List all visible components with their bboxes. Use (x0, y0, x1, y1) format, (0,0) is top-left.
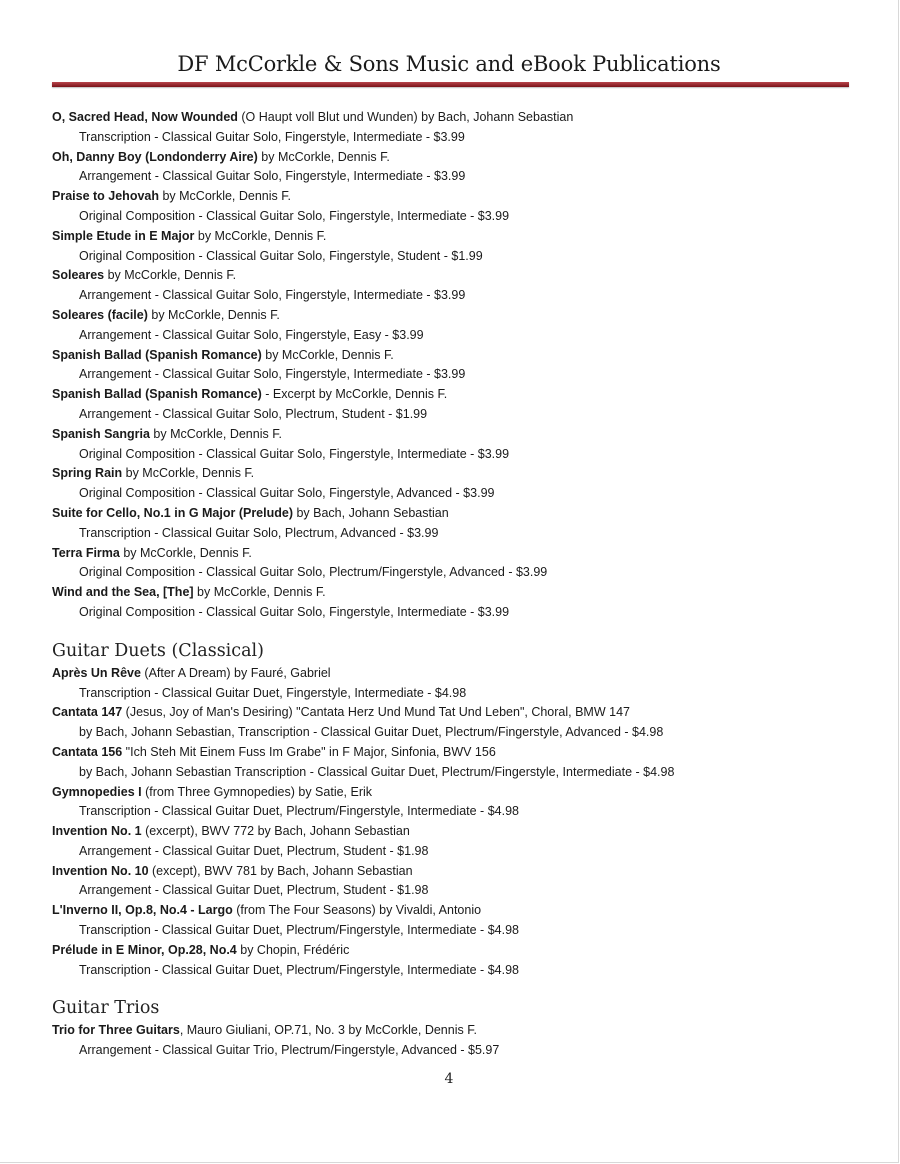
section-heading: Guitar Trios (52, 998, 160, 1019)
entry-title: Soleares (facile) (52, 307, 148, 322)
entry-title: Praise to Jehovah (52, 189, 159, 204)
entry-detail: Transcription - Classical Guitar Duet, Plectrum/Fingerstyle, Intermediate - $4.98 (79, 962, 519, 977)
catalog-section (52, 996, 852, 1061)
entry-credit: (Jesus, Joy of Man's Desiring) "Cantata Herz Und Mund Tat Und Leben", Choral, BMW 147 (122, 705, 630, 720)
catalog-entry (52, 227, 852, 267)
entry-title: Prélude in E Minor, Op.28, No.4 (52, 942, 237, 957)
entry-credit: by McCorkle, Dennis F. (104, 268, 237, 283)
entry-title: Suite for Cello, No.1 in G Major (Prelude) (52, 505, 293, 520)
entry-title: Trio for Three Guitars (52, 1023, 180, 1038)
entry-credit: by McCorkle, Dennis F. (257, 149, 390, 164)
entry-title-line (52, 425, 852, 445)
catalog-entry (52, 148, 852, 188)
page-number: 4 (444, 1071, 454, 1087)
entry-title-line (52, 544, 852, 564)
entry-credit: by McCorkle, Dennis F. (159, 189, 291, 204)
entry-credit: by Bach, Johann Sebastian (293, 505, 449, 520)
catalog-listing (52, 108, 852, 1061)
entry-detail: Original Composition - Classical Guitar Solo, Fingerstyle, Intermediate - $3.99 (79, 208, 510, 223)
entry-detail: Transcription - Classical Guitar Solo, Plectrum, Advanced - $3.99 (79, 525, 439, 540)
catalog-entry (52, 664, 852, 704)
catalog-entry (52, 941, 852, 981)
entry-credit: by McCorkle, Dennis F. (149, 426, 282, 441)
catalog-entry (52, 822, 852, 862)
entry-detail: Arrangement - Classical Guitar Solo, Fingerstyle, Intermediate - $3.99 (79, 288, 466, 303)
catalog-entry (52, 464, 852, 504)
entry-title-line (52, 227, 852, 247)
entry-title-line (52, 148, 852, 168)
entry-title: Soleares (52, 268, 105, 283)
entry-credit: by McCorkle, Dennis F. (122, 466, 255, 481)
entry-title-line (52, 941, 852, 961)
entry-title: Simple Etude in E Major (52, 228, 195, 243)
entry-credit: (O Haupt voll Blut und Wunden) by Bach, Johann Sebastian (237, 110, 574, 124)
entry-title-line (52, 346, 852, 366)
entry-title: L'Inverno II, Op.8, No.4 - Largo (52, 903, 233, 918)
entry-title-line (52, 108, 852, 128)
entry-title-line (52, 385, 852, 405)
entry-title: Après Un Rêve (52, 665, 141, 680)
catalog-entry (52, 306, 852, 346)
entry-detail: by Bach, Johann Sebastian, Transcription - Classical Guitar Duet, Plectrum/Fingerstyle, Advanced - $4.98 (79, 725, 664, 740)
entry-detail: Original Composition - Classical Guitar Solo, Plectrum/Fingerstyle, Advanced - $3.99 (79, 565, 548, 580)
entry-detail: Arrangement - Classical Guitar Duet, Plectrum, Student - $1.98 (79, 843, 429, 858)
entry-title: Oh, Danny Boy (Londonderry Aire) (52, 149, 258, 164)
catalog-entry (52, 385, 852, 425)
entry-title: Wind and the Sea, [The] (52, 585, 194, 600)
entry-credit: by McCorkle, Dennis F. (193, 585, 326, 600)
entry-detail: Arrangement - Classical Guitar Trio, Plectrum/Fingerstyle, Advanced - $5.97 (79, 1043, 500, 1058)
entry-detail: Arrangement - Classical Guitar Solo, Fingerstyle, Easy - $3.99 (79, 327, 424, 342)
catalog-section (52, 639, 852, 981)
catalog-entry (52, 504, 852, 544)
entry-detail: Arrangement - Classical Guitar Solo, Fingerstyle, Intermediate - $3.99 (79, 367, 466, 382)
catalog-entry (52, 346, 852, 386)
entry-title: Spanish Ballad (Spanish Romance) (52, 347, 262, 362)
entry-detail: Transcription - Classical Guitar Solo, Fingerstyle, Intermediate - $3.99 (79, 129, 465, 144)
entry-title-line (52, 1021, 852, 1041)
entry-title-line (52, 464, 852, 484)
entry-credit: by McCorkle, Dennis F. (194, 228, 327, 243)
catalog-entry (52, 862, 852, 902)
entry-title-line (52, 187, 852, 207)
entry-detail: Transcription - Classical Guitar Duet, Fingerstyle, Intermediate - $4.98 (79, 685, 467, 700)
entry-title-line (52, 664, 852, 684)
entry-credit: (from The Four Seasons) by Vivaldi, Antonio (232, 903, 482, 918)
entry-title: Invention No. 1 (52, 824, 142, 839)
catalog-entry (52, 266, 852, 306)
entry-title-line (52, 901, 852, 921)
catalog-entry (52, 583, 852, 623)
entry-title-line (52, 822, 852, 842)
catalog-entry (52, 1021, 852, 1061)
entry-title: Spring Rain (52, 466, 123, 481)
header-divider (52, 82, 849, 87)
entry-title-line (52, 703, 852, 723)
entry-title: Terra Firma (52, 545, 120, 560)
entry-detail: Arrangement - Classical Guitar Solo, Fingerstyle, Intermediate - $3.99 (79, 169, 466, 184)
entry-detail: Original Composition - Classical Guitar Solo, Fingerstyle, Intermediate - $3.99 (79, 446, 510, 461)
entry-credit: - Excerpt by McCorkle, Dennis F. (261, 387, 448, 402)
entry-credit: (except), BWV 781 by Bach, Johann Sebastian (148, 863, 413, 878)
catalog-entry (52, 108, 852, 148)
entry-detail: Original Composition - Classical Guitar Solo, Fingerstyle, Intermediate - $3.99 (79, 604, 510, 619)
entry-title-line (52, 583, 852, 603)
entry-title: Spanish Ballad (Spanish Romance) (52, 387, 262, 402)
entry-title: Spanish Sangria (52, 426, 150, 441)
page-header-title: DF McCorkle & Sons Music and eBook Publications (177, 52, 721, 76)
entry-title-line (52, 783, 852, 803)
entry-detail: Arrangement - Classical Guitar Duet, Plectrum, Student - $1.98 (79, 883, 429, 898)
entry-credit: , Mauro Giuliani, OP.71, No. 3 by McCorkle, Dennis F. (179, 1023, 477, 1038)
entry-detail: Transcription - Classical Guitar Duet, Plectrum/Fingerstyle, Intermediate - $4.98 (79, 804, 519, 819)
entry-title-line (52, 862, 852, 882)
entry-credit: (excerpt), BWV 772 by Bach, Johann Sebastian (141, 824, 410, 839)
entry-credit: (After A Dream) by Fauré, Gabriel (140, 665, 331, 680)
entry-title-line (52, 266, 852, 286)
entry-detail: Arrangement - Classical Guitar Solo, Plectrum, Student - $1.99 (79, 406, 428, 421)
entry-credit: by McCorkle, Dennis F. (147, 307, 280, 322)
entry-credit: by McCorkle, Dennis F. (119, 545, 252, 560)
catalog-entry (52, 901, 852, 941)
entry-title: Invention No. 10 (52, 863, 149, 878)
entry-credit: by Chopin, Frédéric (236, 942, 350, 957)
entry-title-line (52, 743, 852, 763)
entry-detail: by Bach, Johann Sebastian Transcription - Classical Guitar Duet, Plectrum/Fingerstyle, Intermediate - $4.98 (79, 764, 675, 779)
entry-title-line (52, 306, 852, 326)
catalog-section (52, 108, 852, 623)
entry-credit: "Ich Steh Mit Einem Fuss Im Grabe" in F Major, Sinfonia, BWV 156 (122, 744, 496, 759)
catalog-entry (52, 425, 852, 465)
catalog-entry (52, 544, 852, 584)
entry-detail: Original Composition - Classical Guitar Solo, Fingerstyle, Student - $1.99 (79, 248, 483, 263)
catalog-entry (52, 187, 852, 227)
entry-title: Cantata 147 (52, 705, 123, 720)
entry-credit: (from Three Gymnopedies) by Satie, Erik (141, 784, 373, 799)
entry-title-line (52, 504, 852, 524)
entry-title: Cantata 156 (52, 744, 123, 759)
catalog-entry (52, 743, 852, 783)
catalog-entry (52, 783, 852, 823)
entry-detail: Original Composition - Classical Guitar Solo, Fingerstyle, Advanced - $3.99 (79, 486, 495, 501)
catalog-entry (52, 703, 852, 743)
entry-title: O, Sacred Head, Now Wounded (52, 110, 238, 124)
entry-detail: Transcription - Classical Guitar Duet, Plectrum/Fingerstyle, Intermediate - $4.98 (79, 923, 519, 938)
entry-credit: by McCorkle, Dennis F. (261, 347, 394, 362)
section-heading: Guitar Duets (Classical) (52, 640, 264, 661)
entry-title: Gymnopedies I (52, 784, 142, 799)
